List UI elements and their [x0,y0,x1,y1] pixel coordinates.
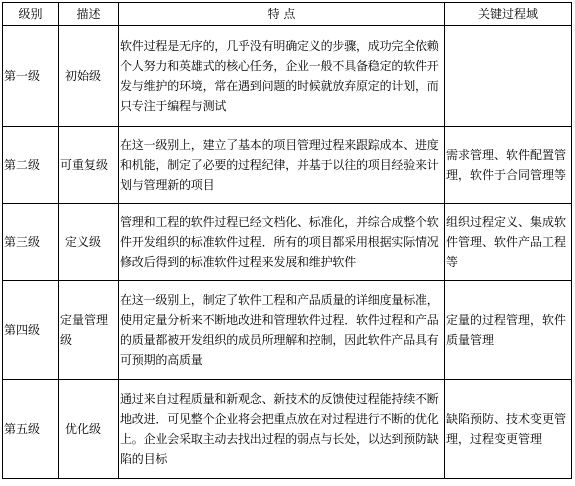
table-row [3,380,572,479]
header-level: 级别 [3,3,59,26]
level-cell: 第一级 [3,26,59,127]
description-cell: 优化级 [59,380,119,479]
table-row [3,26,572,127]
table-header-row [3,3,572,26]
header-key-process-areas: 关键过程域 [445,3,572,26]
level-cell: 第三级 [3,204,59,281]
header-features: 特 点 [119,3,445,26]
description-cell: 初始级 [59,26,119,127]
level-cell: 第五级 [3,380,59,479]
level-cell: 第二级 [3,127,59,204]
header-description: 描述 [59,3,119,26]
features-cell: 通过来自过程质量和新观念、新技术的反馈使过程能持续不断地改进．可见整个企业将会把重点放在对过程进行不断的优化上。企业会采取主动去找出过程的弱点与长处，以达到预防缺陷的目标 [119,380,445,479]
level-cell: 第四级 [3,281,59,380]
table-row [3,281,572,380]
table-row [3,127,572,204]
features-cell: 在这一级别上，建立了基本的项目管理过程来跟踪成本、进度和机能，制定了必要的过程纪律，并基于以往的项目经验来计划与管理新的项目 [119,127,445,204]
features-cell: 管理和工程的软件过程已经文档化、标准化，并综合成整个软件开发组织的标准软件过程．所有的项目都采用根据实际情况修改后得到的标准软件过程来发展和维护软件 [119,204,445,281]
key-process-areas-cell: 定量的过程管理，软件质量管理 [445,281,572,380]
description-cell: 定量管理级 [59,281,119,380]
key-process-areas-cell: 组织过程定义、集成软件管理、软件产品工程等 [445,204,572,281]
key-process-areas-cell [445,26,572,127]
key-process-areas-cell: 缺陷预防、技术变更管理，过程变更管理 [445,380,572,479]
table-row [3,204,572,281]
features-cell: 软件过程是无序的，几乎没有明确定义的步骤，成功完全依赖个人努力和英雄式的核心任务，企业一般不具备稳定的软件开发与维护的环境，常在遇到问题的时候就放弃原定的计划，而只专注于编程与测试 [119,26,445,127]
features-cell: 在这一级别上，制定了软件工程和产品质量的详细度量标准，使用定量分析来不断地改进和管理软件过程．软件过程和产品的质量都被开发组织的成员所理解和控制，因此软件产品具有可预期的高质量 [119,281,445,380]
description-cell: 可重复级 [59,127,119,204]
description-cell: 定义级 [59,204,119,281]
cmm-levels-table [2,2,572,479]
key-process-areas-cell: 需求管理、软件配置管理，软件于合同管理等 [445,127,572,204]
